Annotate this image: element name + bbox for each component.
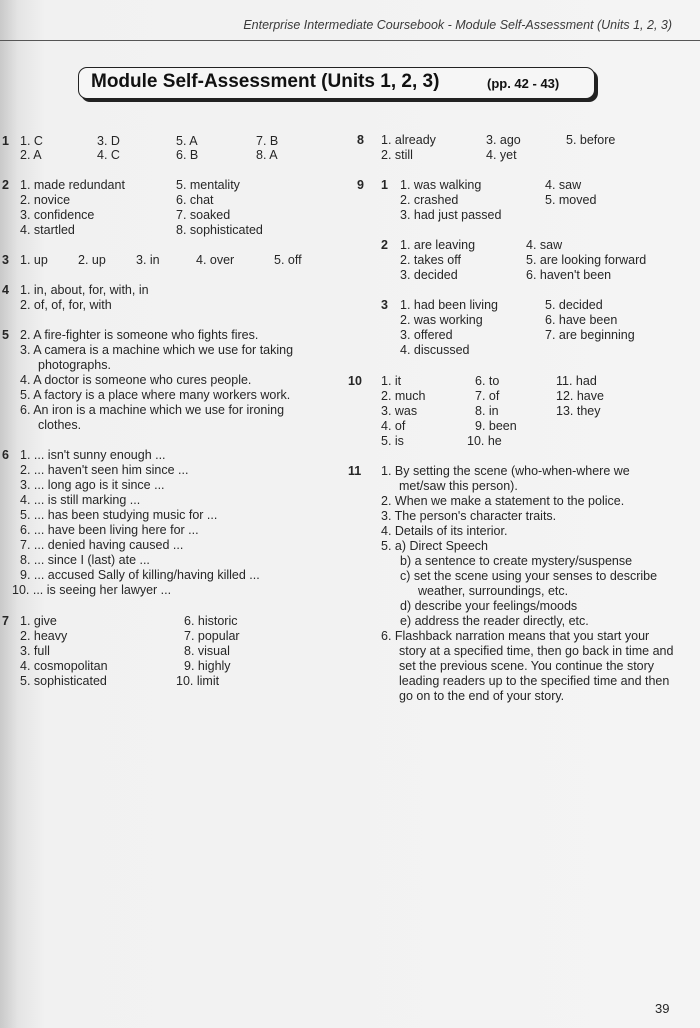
answer-item: met/saw this person). <box>399 479 518 493</box>
answer-item: 8. sophisticated <box>176 223 263 237</box>
answer-item: 2. was working <box>400 313 483 327</box>
answer-item: 13. they <box>556 404 601 418</box>
exercise-number: 4 <box>2 283 9 297</box>
answer-item: 4. discussed <box>400 343 470 357</box>
answer-item: 1. had been living <box>400 298 498 312</box>
answer-item: 4. saw <box>545 178 582 192</box>
answer-item: 4. C <box>97 148 120 162</box>
answer-item: 4. saw <box>526 238 563 252</box>
answer-item: 9. highly <box>184 659 231 673</box>
answer-item: 5. off <box>274 253 302 267</box>
answer-item: 1. was walking <box>400 178 482 192</box>
answer-item: 7. ... denied having caused ... <box>20 538 184 552</box>
answer-item: 9. ... accused Sally of killing/having killed ... <box>20 568 260 582</box>
answer-item: 3. had just passed <box>400 208 502 222</box>
answer-item: 1. already <box>381 133 436 147</box>
answer-item: 4. yet <box>486 148 517 162</box>
answer-item: 2. heavy <box>20 629 68 643</box>
answer-item: 2. up <box>78 253 106 267</box>
answer-item: 5. moved <box>545 193 597 207</box>
answer-item: 7. B <box>256 134 279 148</box>
answer-item: 5. a) Direct Speech <box>381 539 488 553</box>
answer-item: 3. full <box>20 644 50 658</box>
page-range: (pp. 42 - 43) <box>487 76 560 91</box>
page-title: Module Self-Assessment (Units 1, 2, 3) <box>91 71 440 92</box>
answer-item: 3. in <box>136 253 160 267</box>
exercise-number: 1 <box>2 134 9 148</box>
answer-item: set the previous scene. You continue the story <box>399 659 655 673</box>
answer-item: 8. A <box>256 148 278 162</box>
sub-exercise-number: 3 <box>381 298 388 312</box>
answer-item: 4. cosmopolitan <box>20 659 108 673</box>
answer-item: 1. made redundant <box>20 178 125 192</box>
answer-item: 2. ... haven't seen him since ... <box>20 463 189 477</box>
answer-item: 4. over <box>196 253 235 267</box>
answer-item: 2. novice <box>20 193 71 207</box>
answer-item: 6. B <box>176 148 199 162</box>
answer-item: 2. much <box>381 389 426 403</box>
answer-item: 4. of <box>381 419 406 433</box>
answer-item: 11. had <box>556 374 597 388</box>
answer-item: 3. decided <box>400 268 458 282</box>
answer-item: 5. mentality <box>176 178 240 192</box>
answer-item: 6. An iron is a machine which we use for ironing <box>20 403 285 417</box>
answer-item: 5. are looking forward <box>526 253 647 267</box>
answer-item: 3. D <box>97 134 120 148</box>
answer-item: 3. was <box>381 404 418 418</box>
answer-item: 6. chat <box>176 193 214 207</box>
answer-item: 5. before <box>566 133 616 147</box>
page-number: 39 <box>655 1001 670 1016</box>
answer-item: photographs. <box>38 358 111 372</box>
answer-item: 6. ... have been living here for ... <box>20 523 199 537</box>
answer-item: 1. it <box>381 374 402 388</box>
answer-item: 5. sophisticated <box>20 674 107 688</box>
answer-item: 6. to <box>475 374 500 388</box>
answer-item: clothes. <box>38 418 82 432</box>
answer-item: 4. A doctor is someone who cures people. <box>20 373 252 387</box>
answer-item: 10. he <box>467 434 502 448</box>
answer-item: story at a specified time, then go back in time and <box>399 644 674 658</box>
answer-item: 5. A <box>176 134 198 148</box>
answer-item: 1. C <box>20 134 43 148</box>
answer-item: 8. visual <box>184 644 230 658</box>
exercise-number: 8 <box>357 133 364 147</box>
answer-item: 5. ... has been studying music for ... <box>20 508 218 522</box>
exercise-number: 7 <box>2 614 9 628</box>
answer-item: 6. historic <box>184 614 238 628</box>
answer-item: 7. of <box>475 389 500 403</box>
answer-item: 3. confidence <box>20 208 95 222</box>
answer-item: 7. are beginning <box>545 328 635 342</box>
answer-item: 1. are leaving <box>400 238 476 252</box>
answer-item: c) set the scene using your senses to describe <box>400 569 658 583</box>
answer-item: 5. A factory is a place where many workers work. <box>20 388 291 402</box>
exercise-number: 9 <box>357 178 364 192</box>
answer-item: 3. ago <box>486 133 521 147</box>
answer-item: 2. When we make a statement to the police. <box>381 494 625 508</box>
answer-item: 6. haven't been <box>526 268 612 282</box>
answer-item: 4. ... is still marking ... <box>20 493 141 507</box>
answer-item: 2. crashed <box>400 193 459 207</box>
exercise-number: 11 <box>348 464 362 478</box>
answer-item: 3. The person's character traits. <box>381 509 557 523</box>
answer-item: 8. ... since I (last) ate ... <box>20 553 150 567</box>
exercise-number: 5 <box>2 328 9 342</box>
answer-item: 1. By setting the scene (who-when-where we <box>381 464 630 478</box>
answer-item: 5. is <box>381 434 404 448</box>
answer-item: weather, surroundings, etc. <box>418 584 569 598</box>
exercise-number: 6 <box>2 448 9 462</box>
answer-item: 2. A fire-fighter is someone who fights fires. <box>20 328 259 342</box>
answer-item: 6. Flashback narration means that you start your <box>381 629 650 643</box>
exercise-number: 10 <box>348 374 362 388</box>
answer-item: 1. ... isn't sunny enough ... <box>20 448 166 462</box>
answer-item: 2. of, of, for, with <box>20 298 112 312</box>
answer-item: b) a sentence to create mystery/suspense <box>400 554 633 568</box>
answer-item: go on to the end of your story. <box>399 689 565 703</box>
answer-item: 2. A <box>20 148 42 162</box>
exercise-number: 2 <box>2 178 9 192</box>
answer-item: d) describe your feelings/moods <box>400 599 578 613</box>
answer-item: 1. in, about, for, with, in <box>20 283 149 297</box>
answer-item: 7. popular <box>184 629 240 643</box>
answer-item: 4. startled <box>20 223 75 237</box>
answer-item: 3. offered <box>400 328 453 342</box>
answer-item: 6. have been <box>545 313 618 327</box>
answer-item: 1. give <box>20 614 57 628</box>
header-rule <box>0 40 700 41</box>
answer-item: 10. ... is seeing her lawyer ... <box>12 583 172 597</box>
answer-item: e) address the reader directly, etc. <box>400 614 589 628</box>
answer-item: 9. been <box>475 419 517 433</box>
title-box <box>78 67 595 99</box>
running-head: Enterprise Intermediate Coursebook - Module Self-Assessment (Units 1, 2, 3) <box>243 18 672 32</box>
answer-item: 12. have <box>556 389 604 403</box>
answer-item: 3. A camera is a machine which we use for taking <box>20 343 294 357</box>
answer-item: 1. up <box>20 253 48 267</box>
exercise-number: 3 <box>2 253 9 267</box>
sub-exercise-number: 1 <box>381 178 388 192</box>
answer-item: 10. limit <box>176 674 220 688</box>
answer-item: 2. takes off <box>400 253 461 267</box>
answer-item: 4. Details of its interior. <box>381 524 508 538</box>
answer-item: 8. in <box>475 404 499 418</box>
answer-item: 5. decided <box>545 298 603 312</box>
answer-item: 3. ... long ago is it since ... <box>20 478 165 492</box>
answer-item: 2. still <box>381 148 413 162</box>
answer-item: 7. soaked <box>176 208 231 222</box>
sub-exercise-number: 2 <box>381 238 388 252</box>
answer-item: leading readers up to the specified time and then <box>399 674 670 688</box>
